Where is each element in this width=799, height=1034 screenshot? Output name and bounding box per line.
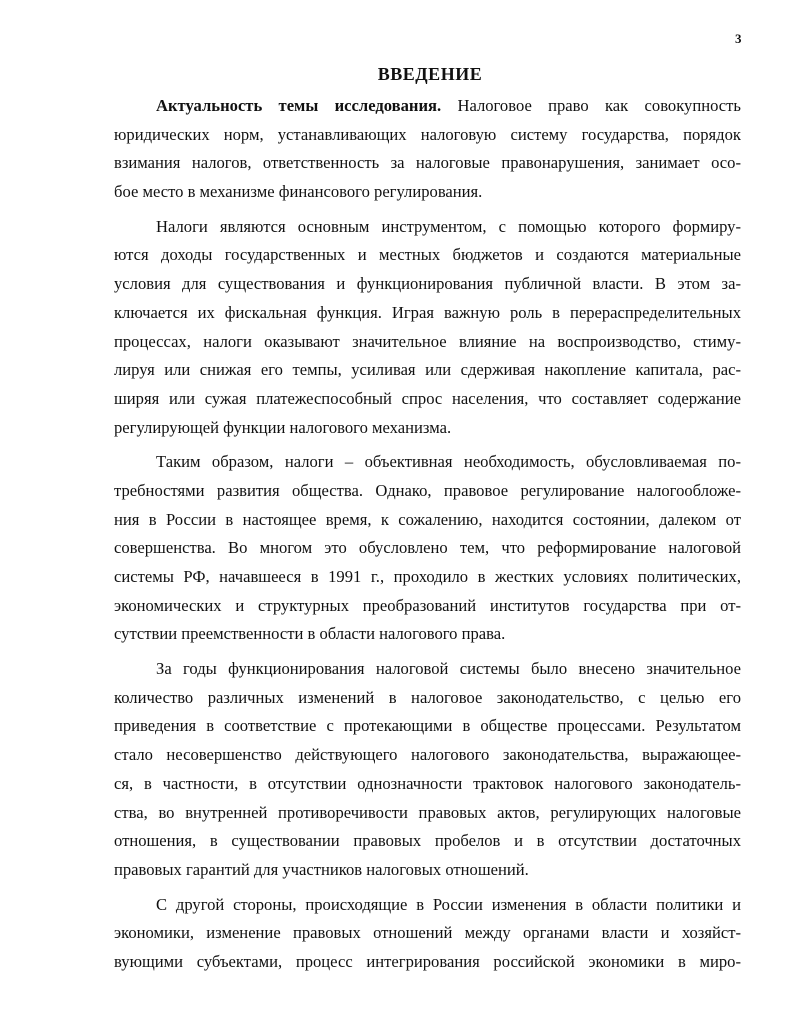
text-line: Налоги являются основным инструментом, с помощью которого формиру- bbox=[156, 216, 741, 236]
text-line: совершенства. Во многом это обусловлено тем, что реформирование налоговой bbox=[114, 538, 741, 558]
text-line: За годы функционирования налоговой системы было внесено значительное bbox=[156, 659, 741, 679]
text-line: ключается их фискальная функция. Играя важную роль в перераспределительных bbox=[114, 302, 741, 322]
text-line: правовых гарантий для участников налоговых отношений. bbox=[114, 859, 529, 879]
text-line: условия для существования и функционирования публичной власти. В этом за- bbox=[114, 274, 741, 294]
page-title: ВВЕДЕНИЕ bbox=[377, 64, 483, 84]
text-line: отношения, в существовании правовых пробелов и в отсутствии достаточных bbox=[114, 831, 741, 851]
text-line: приведения в соответствие с протекающими в обществе процессами. Результатом bbox=[114, 716, 741, 736]
paragraph-relevance bbox=[114, 92, 741, 207]
text-line: стало несовершенство действующего налогового законодательства, выражающее- bbox=[114, 745, 741, 765]
text-line: вующими субъектами, процесс интегрирования российской экономики в миро- bbox=[114, 951, 741, 971]
text-line: ния в России в настоящее время, к сожалению, находится состоянии, далеком от bbox=[114, 509, 741, 529]
text-line: сутствии преемственности в области налогового права. bbox=[114, 624, 506, 644]
text-line bbox=[114, 92, 741, 121]
paragraph-taxes-instrument bbox=[114, 213, 741, 443]
text-line: бое место в механизме финансового регулирования. bbox=[114, 182, 483, 202]
text-line: С другой стороны, происходящие в России изменения в области политики и bbox=[156, 894, 741, 914]
text-line: экономических и структурных преобразований институтов государства при от- bbox=[114, 595, 741, 615]
text-line: экономики, изменение правовых отношений между органами власти и хозяйст- bbox=[114, 923, 741, 943]
paragraph-objective-necessity bbox=[114, 448, 741, 649]
text-line: требностями развития общества. Однако, правовое регулирование налогообложе- bbox=[114, 480, 741, 500]
paragraph-tax-system-years bbox=[114, 655, 741, 885]
text-line: процессах, налоги оказывают значительное влияние на воспроизводство, стиму- bbox=[114, 331, 741, 351]
text-line: системы РФ, начавшееся в 1991 г., проходило в жестких условиях политических, bbox=[114, 567, 741, 586]
text-line: ширяя или сужая платежеспособный спрос населения, что составляет содержание bbox=[114, 388, 741, 408]
document-body bbox=[114, 92, 741, 977]
text-line: юридических норм, устанавливающих налоговую систему государства, порядок bbox=[114, 124, 741, 144]
page-number: 3 bbox=[735, 31, 742, 46]
text-line: ются доходы государственных и местных бюджетов и создаются материальные bbox=[114, 245, 741, 265]
text-line: ся, в частности, в отсутствии однозначности трактовок налогового законодатель- bbox=[114, 773, 741, 793]
text-line-content: Налоговое право как совокупность bbox=[441, 96, 741, 115]
text-line: количество различных изменений в налоговое законодательство, с целью его bbox=[114, 687, 741, 707]
paragraph-other-side bbox=[114, 891, 741, 977]
text-line: лируя или снижая его темпы, усиливая или сдерживая накопление капитала, рас- bbox=[114, 360, 741, 380]
text-line: регулирующей функции налогового механизма. bbox=[114, 417, 452, 437]
text-line: Таким образом, налоги – объективная необходимость, обусловливаемая по- bbox=[156, 452, 741, 472]
text-line: ства, во внутренней противоречивости правовых актов, регулирующих налоговые bbox=[114, 802, 741, 822]
text-line: взимания налогов, ответственность за налоговые правонарушения, занимает осо- bbox=[114, 153, 741, 173]
lead-heading: Актуальность темы исследования. bbox=[156, 96, 442, 115]
